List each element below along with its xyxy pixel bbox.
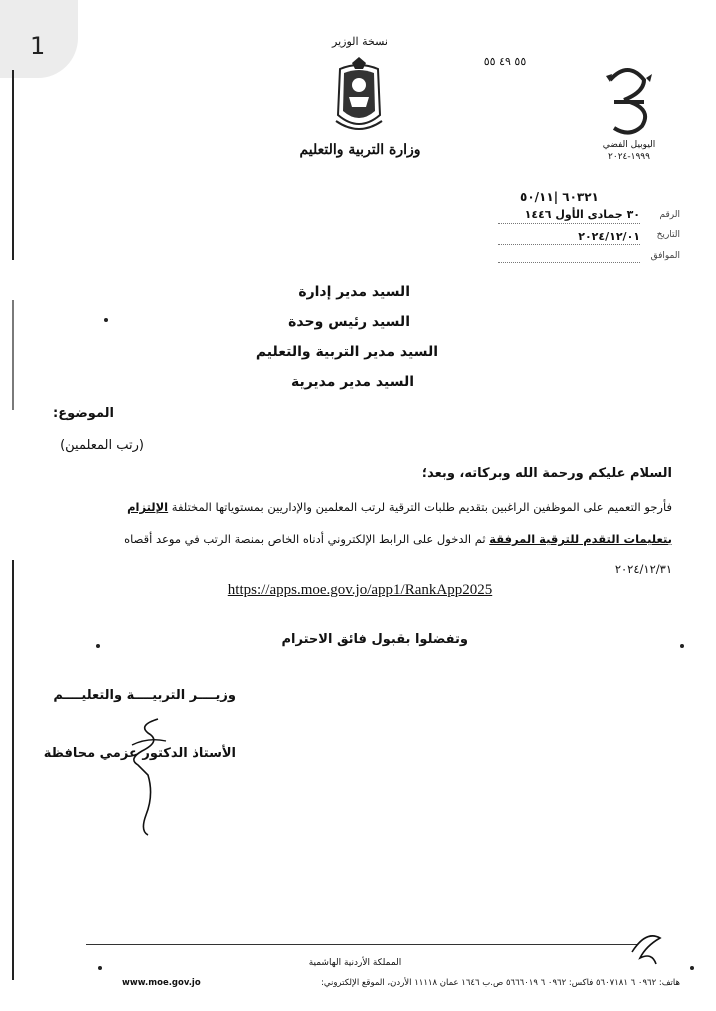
page-number: 1 xyxy=(30,32,46,60)
dotted-line xyxy=(498,244,640,245)
top-scribble: نسخة الوزير xyxy=(332,35,388,48)
body-line-2-emphasis: بتعليمات التقدم للترقية المرفقة xyxy=(489,532,672,546)
handwritten-signature xyxy=(118,715,178,840)
dotted-line xyxy=(498,262,640,263)
coat-of-arms-icon xyxy=(332,55,386,135)
recipient-line: السيد مدير إدارة xyxy=(298,284,410,300)
body-line-1-emphasis: الإلتزام xyxy=(127,500,169,514)
signatory-name: الأستاذ الدكتور عزمي محافظة xyxy=(43,746,236,761)
greeting: السلام عليكم ورحمة الله وبركاته، وبعد؛ xyxy=(421,466,672,481)
page-number-badge xyxy=(0,0,78,78)
handwritten-marks: ٥٥ ٤٩ ٥٥ xyxy=(483,55,527,68)
recipient-line: السيد مدير مديرية xyxy=(290,374,414,390)
subject-label: الموضوع: xyxy=(53,406,114,421)
footer-country: المملكة الأردنية الهاشمية xyxy=(308,958,402,968)
rank-app-link[interactable]: https://apps.moe.gov.jo/app1/RankApp2025 xyxy=(227,582,493,598)
closing-line: وتفضلوا بقبول فائق الاحترام xyxy=(281,632,468,647)
body-line-1-text: فأرجو التعميم على الموظفين الراغبين بتقديم طلبات الترقية لرتب المعلمين والإداريين بمستوياتها المختلفة xyxy=(171,500,672,514)
ministry-name: وزارة التربية والتعليم xyxy=(299,142,421,158)
scan-dot xyxy=(680,644,684,648)
scan-dot xyxy=(98,966,102,970)
footer-divider xyxy=(86,944,638,945)
corresponding-label: الموافق xyxy=(650,251,680,261)
jubilee-years: ١٩٩٩-٢٠٢٤ xyxy=(608,152,650,162)
hijri-date: ٣٠ جمادى الأول ١٤٤٦ xyxy=(524,208,640,221)
deadline-date: ٢٠٢٤/١٢/٣١ xyxy=(614,562,672,576)
scan-edge-line xyxy=(12,560,14,980)
footer-initials-mark xyxy=(626,922,666,974)
dotted-line xyxy=(498,223,640,224)
body-line-2 xyxy=(40,532,672,546)
date-label: التاريخ xyxy=(656,230,680,240)
scan-dot xyxy=(96,644,100,648)
scan-edge-line xyxy=(12,300,14,410)
recipient-line: السيد رئيس وحدة xyxy=(288,314,410,330)
reference-label: الرقم xyxy=(659,210,680,220)
scan-dot xyxy=(690,966,694,970)
body-line-2-text: ثم الدخول على الرابط الإلكتروني أدناه الخاص بمنصة الرتب في موعد أقصاه xyxy=(124,532,486,546)
subject-value: (رتب المعلمين) xyxy=(60,438,144,453)
footer-contact: هاتف: ٠٩٦٢ ٦ ٥٦٠٧١٨١ فاكس: ٠٩٦٢ ٦ ٥٦٦٦٠١٩ ص.ب ١٦٤٦ عمان ١١١١٨ الأردن، الموقع الإلكتروني: xyxy=(321,978,680,988)
jubilee-25-logo-icon xyxy=(600,62,656,142)
footer-website[interactable]: www.moe.gov.jo xyxy=(122,978,201,988)
body-line-1 xyxy=(40,500,672,514)
recipient-line: السيد مدير التربية والتعليم xyxy=(255,344,438,360)
reference-number: ٦٠٣٢١ |٥٠/١١ xyxy=(520,190,599,204)
signatory-title: وزيــــر التربيــــة والتعليــــم xyxy=(53,688,236,703)
jubilee-label: اليوبيل الفضي xyxy=(602,140,656,150)
gregorian-date: ٢٠٢٤/١٢/٠١ xyxy=(578,230,640,243)
scan-dot xyxy=(104,318,108,322)
scan-edge-line xyxy=(12,70,14,260)
